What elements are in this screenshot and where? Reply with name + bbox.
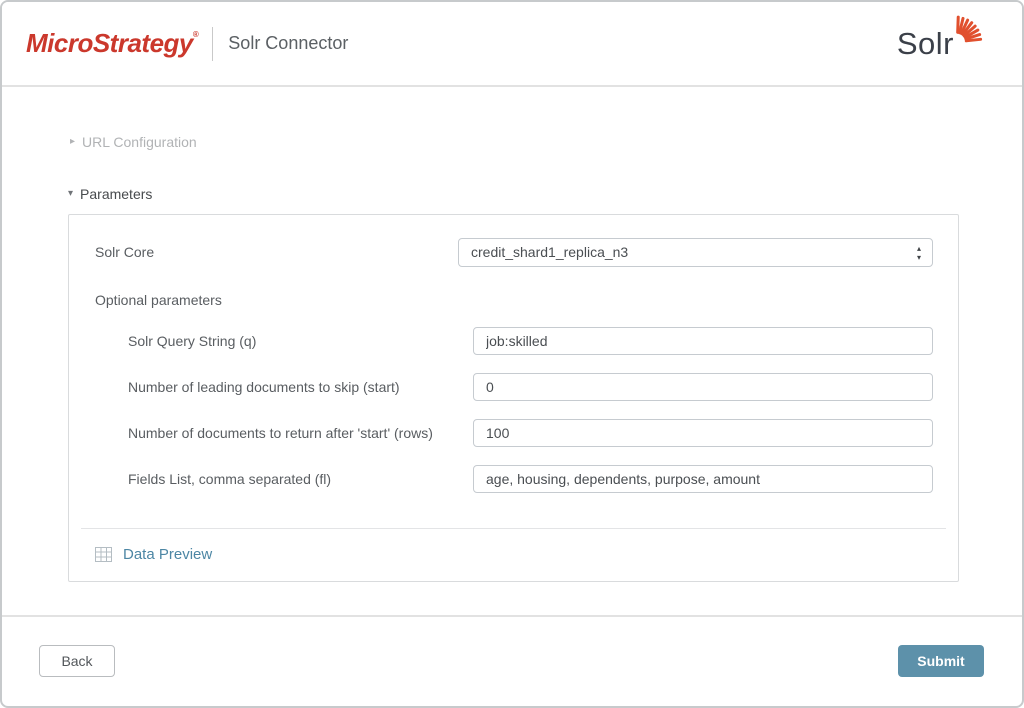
header-divider [212,27,213,61]
fields-list-label: Fields List, comma separated (fl) [128,471,332,487]
solr-core-row [69,238,958,267]
parameters-panel [68,214,959,582]
parameters-label: Parameters [80,186,153,202]
start-input[interactable] [473,373,933,401]
table-icon [95,547,112,562]
solr-query-row [69,327,958,355]
solr-core-selected-value: credit_shard1_replica_n3 [471,244,629,260]
chevron-right-icon: ▸ [70,136,76,147]
submit-button[interactable]: Submit [898,645,984,677]
fields-list-input[interactable] [473,465,933,493]
solr-query-input[interactable] [473,327,933,355]
microstrategy-logo [26,28,198,59]
data-preview-link[interactable] [95,546,212,563]
parameters-toggle[interactable] [68,186,152,202]
registered-mark: ® [192,30,199,39]
fields-list-row [69,465,958,493]
microstrategy-logo-text: MicroStrategy [26,28,193,58]
solr-logo-text: Solr [896,25,954,61]
data-preview-label: Data Preview [123,546,213,563]
header [2,2,1022,87]
solr-core-select[interactable] [458,238,933,267]
url-configuration-toggle[interactable] [70,134,197,150]
optional-parameters-heading: Optional parameters [95,292,222,308]
start-label: Number of leading documents to skip (start) [128,379,400,395]
start-row [69,373,958,401]
select-stepper-icon: ▴ ▾ [916,244,921,262]
rows-label: Number of documents to return after 'start' (rows) [128,425,433,441]
chevron-down-icon: ▾ [68,188,74,199]
panel-divider [81,528,946,529]
solr-core-label: Solr Core [95,244,155,260]
rows-input[interactable] [473,419,933,447]
back-button[interactable]: Back [39,645,115,677]
url-configuration-label: URL Configuration [82,134,197,150]
solr-query-label: Solr Query String (q) [128,333,257,349]
solr-logo [897,26,982,62]
footer-divider [2,615,1022,617]
rows-row [69,419,958,447]
app-title: Solr Connector [228,33,349,53]
solr-sunburst-icon [954,13,984,43]
